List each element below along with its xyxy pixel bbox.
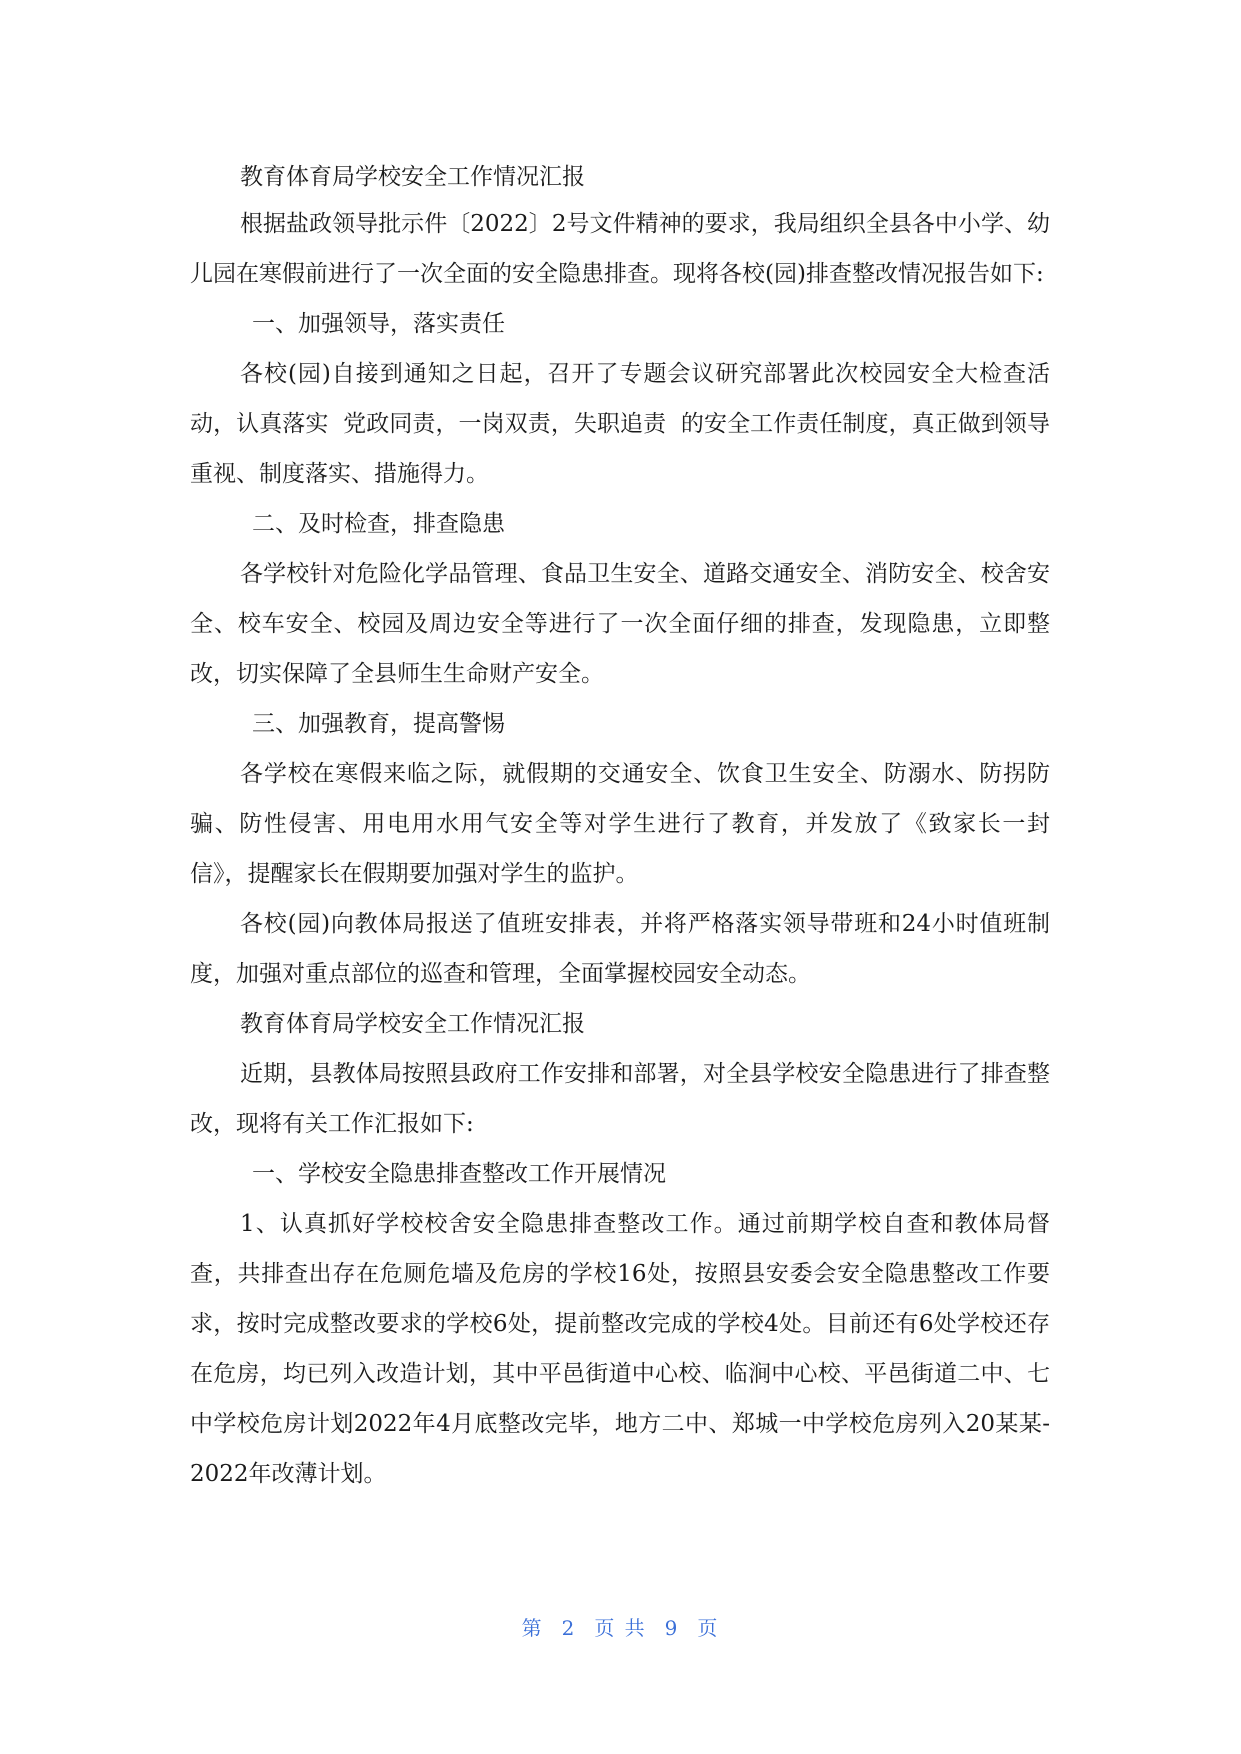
section-heading: 二、及时检查，排查隐患	[252, 511, 505, 537]
paragraph: 1、认真抓好学校校舍安全隐患排查整改工作。通过前期学校自查和教体局督查，共排查出存在危厕危墙及危房的学校16处，按照县安委会安全隐患整改工作要求，按时完成整改要求的学校6处，提前整改完成的学校4处。目前还有6处学校还存在危房，均已列入改造计划，其中平邑街道中心校、临涧中心校、平邑街道二中、七中学校危房计划2022年4月底整改完毕，地方二中、郑城一中学校危房列入20某某-2022年改薄计划。	[190, 1211, 1050, 1487]
paragraph: 各学校在寒假来临之际，就假期的交通安全、饮食卫生安全、防溺水、防拐防骗、防性侵害、用电用水用气安全等对学生进行了教育，并发放了《致家长一封信》，提醒家长在假期要加强对学生的监护。	[190, 761, 1050, 887]
footer-label-page: 第	[521, 1616, 544, 1640]
doc-title: 教育体育局学校安全工作情况汇报	[240, 164, 585, 190]
footer-total-pages: 9	[664, 1616, 680, 1640]
paragraph: 近期，县教体局按照县政府工作安排和部署，对全县学校安全隐患进行了排查整改，现将有关工作汇报如下:	[190, 1061, 1050, 1137]
document-body	[190, 155, 1050, 1499]
footer-label-of: 页 共	[594, 1616, 647, 1640]
paragraph: 各校(园)自接到通知之日起，召开了专题会议研究部署此次校园安全大检查活动，认真落实 党政同责，一岗双责，失职追责 的安全工作责任制度，真正做到领导重视、制度落实、措施得力。	[190, 361, 1050, 487]
paragraph: 根据盐政领导批示件〔2022〕2号文件精神的要求，我局组织全县各中小学、幼儿园在寒假前进行了一次全面的安全隐患排查。现将各校(园)排查整改情况报告如下:	[190, 211, 1050, 287]
page-footer	[0, 1612, 1241, 1641]
section-heading: 三、加强教育，提高警惕	[252, 711, 505, 737]
section-heading: 一、加强领导，落实责任	[252, 311, 505, 337]
doc-title: 教育体育局学校安全工作情况汇报	[240, 1011, 585, 1037]
footer-current-page: 2	[561, 1616, 577, 1640]
section-heading: 一、学校安全隐患排查整改工作开展情况	[252, 1161, 666, 1187]
paragraph: 各学校针对危险化学品管理、食品卫生安全、道路交通安全、消防安全、校舍安全、校车安全、校园及周边安全等进行了一次全面仔细的排查，发现隐患，立即整改，切实保障了全县师生生命财产安全。	[190, 561, 1050, 687]
footer-label-pages: 页	[697, 1616, 720, 1640]
paragraph: 各校(园)向教体局报送了值班安排表，并将严格落实领导带班和24小时值班制度，加强对重点部位的巡查和管理，全面掌握校园安全动态。	[190, 911, 1050, 987]
